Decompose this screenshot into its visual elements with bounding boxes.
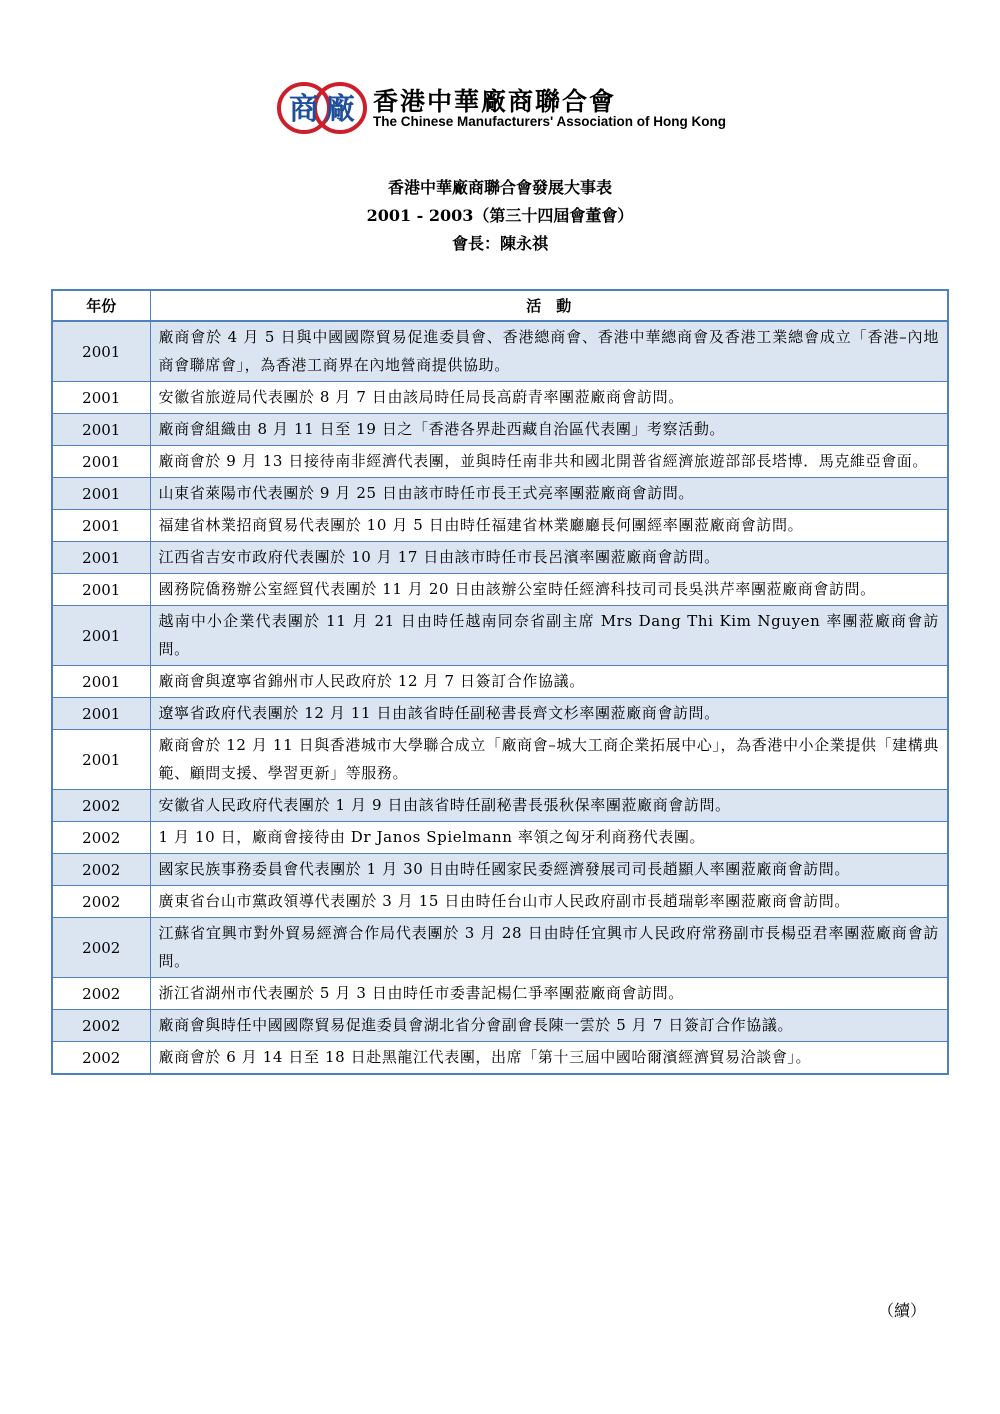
title-line-3: 會長：陳永祺 xyxy=(451,234,548,253)
events-table xyxy=(51,289,949,1075)
table-row xyxy=(52,698,948,730)
row-year: 2001 xyxy=(52,414,150,446)
row-year: 2002 xyxy=(52,886,150,918)
table-row xyxy=(52,886,948,918)
row-year: 2002 xyxy=(52,854,150,886)
row-year: 2001 xyxy=(52,666,150,698)
row-year: 2001 xyxy=(52,321,150,382)
table-row xyxy=(52,414,948,446)
table-row xyxy=(52,978,948,1010)
header-year: 年份 xyxy=(52,290,150,321)
row-activity: 1 月 10 日，廠商會接待由 Dr Janos Spielmann 率領之匈牙利商務代表團。 xyxy=(150,822,948,854)
row-activity: 江蘇省宜興市對外貿易經濟合作局代表團於 3 月 28 日由時任宜興市人民政府常務副市長楊亞君率團蒞廠商會訪問。 xyxy=(150,918,948,978)
table-row xyxy=(52,574,948,606)
row-activity: 國家民族事務委員會代表團於 1 月 30 日由時任國家民委經濟發展司司長趙顯人率團蒞廠商會訪問。 xyxy=(150,854,948,886)
table-row xyxy=(52,606,948,666)
row-year: 2001 xyxy=(52,698,150,730)
row-activity: 安徽省旅遊局代表團於 8 月 7 日由該局時任局長高蔚青率團蒞廠商會訪問。 xyxy=(150,382,948,414)
table-row xyxy=(52,730,948,790)
table-header-row xyxy=(52,290,948,321)
logo-mark-char-2: 廠 xyxy=(325,92,355,127)
row-year: 2001 xyxy=(52,446,150,478)
association-logo xyxy=(276,80,736,136)
logo-text-english: The Chinese Manufacturers' Association of Hong Kong xyxy=(373,114,726,129)
row-year: 2001 xyxy=(52,542,150,574)
row-year: 2001 xyxy=(52,478,150,510)
table-row xyxy=(52,510,948,542)
row-activity: 廠商會組織由 8 月 11 日至 19 日之「香港各界赴西藏自治區代表團」考察活動。 xyxy=(150,414,948,446)
table-row xyxy=(52,382,948,414)
title-line-2: 2001 - 2003（第三十四屆會董會） xyxy=(366,206,634,225)
row-activity: 廠商會與遼寧省錦州市人民政府於 12 月 7 日簽訂合作協議。 xyxy=(150,666,948,698)
logo-mark-char-1: 商 xyxy=(289,92,319,127)
row-activity: 浙江省湖州市代表團於 5 月 3 日由時任市委書記楊仁爭率團蒞廠商會訪問。 xyxy=(150,978,948,1010)
row-year: 2002 xyxy=(52,918,150,978)
table-row xyxy=(52,478,948,510)
table-row xyxy=(52,1042,948,1075)
row-year: 2002 xyxy=(52,822,150,854)
row-year: 2001 xyxy=(52,730,150,790)
table-row xyxy=(52,666,948,698)
table-row xyxy=(52,822,948,854)
row-activity: 安徽省人民政府代表團於 1 月 9 日由該省時任副秘書長張秋保率團蒞廠商會訪問。 xyxy=(150,790,948,822)
row-activity: 廠商會與時任中國國際貿易促進委員會湖北省分會副會長陳一雲於 5 月 7 日簽訂合作協議。 xyxy=(150,1010,948,1042)
row-activity: 國務院僑務辦公室經貿代表團於 11 月 20 日由該辦公室時任經濟科技司司長吳洪芹率團蒞廠商會訪問。 xyxy=(150,574,948,606)
table-row xyxy=(52,790,948,822)
row-year: 2002 xyxy=(52,790,150,822)
table-row xyxy=(52,446,948,478)
document-title xyxy=(0,174,1000,258)
row-activity: 越南中小企業代表團於 11 月 21 日由時任越南同奈省副主席 Mrs Dang Thi Kim Nguyen 率團蒞廠商會訪問。 xyxy=(150,606,948,666)
row-year: 2001 xyxy=(52,606,150,666)
row-activity: 廠商會於 9 月 13 日接待南非經濟代表團，並與時任南非共和國北開普省經濟旅遊部部長塔博．馬克維亞會面。 xyxy=(150,446,948,478)
row-year: 2002 xyxy=(52,1042,150,1075)
row-activity: 廠商會於 12 月 11 日與香港城市大學聯合成立「廠商會–城大工商企業拓展中心」，為香港中小企業提供「建構典範、顧問支援、學習更新」等服務。 xyxy=(150,730,948,790)
title-line-1: 香港中華廠商聯合會發展大事表 xyxy=(387,178,612,197)
row-activity: 廠商會於 6 月 14 日至 18 日赴黑龍江代表團，出席「第十三屆中國哈爾濱經濟貿易洽談會」。 xyxy=(150,1042,948,1075)
row-year: 2002 xyxy=(52,1010,150,1042)
table-row xyxy=(52,542,948,574)
row-year: 2001 xyxy=(52,382,150,414)
row-activity: 福建省林業招商貿易代表團於 10 月 5 日由時任福建省林業廳廳長何團經率團蒞廠商會訪問。 xyxy=(150,510,948,542)
logo-emblem-icon xyxy=(276,80,368,136)
table-row xyxy=(52,1010,948,1042)
row-year: 2001 xyxy=(52,510,150,542)
row-activity: 遼寧省政府代表團於 12 月 11 日由該省時任副秘書長齊文杉率團蒞廠商會訪問。 xyxy=(150,698,948,730)
continued-note: （續） xyxy=(878,1301,927,1320)
row-activity: 山東省萊陽市代表團於 9 月 25 日由該市時任市長王式亮率團蒞廠商會訪問。 xyxy=(150,478,948,510)
row-year: 2001 xyxy=(52,574,150,606)
row-year: 2002 xyxy=(52,978,150,1010)
logo-text-chinese: 香港中華廠商聯合會 xyxy=(373,87,617,116)
row-activity: 江西省吉安市政府代表團於 10 月 17 日由該市時任市長呂濱率團蒞廠商會訪問。 xyxy=(150,542,948,574)
header-activity: 活 動 xyxy=(150,290,948,321)
row-activity: 廠商會於 4 月 5 日與中國國際貿易促進委員會、香港總商會、香港中華總商會及香港工業總會成立「香港–內地商會聯席會」，為香港工商界在內地營商提供協助。 xyxy=(150,321,948,382)
table-row xyxy=(52,321,948,382)
row-activity: 廣東省台山市黨政領導代表團於 3 月 15 日由時任台山市人民政府副市長趙瑞彰率團蒞廠商會訪問。 xyxy=(150,886,948,918)
table-row xyxy=(52,918,948,978)
table-row xyxy=(52,854,948,886)
